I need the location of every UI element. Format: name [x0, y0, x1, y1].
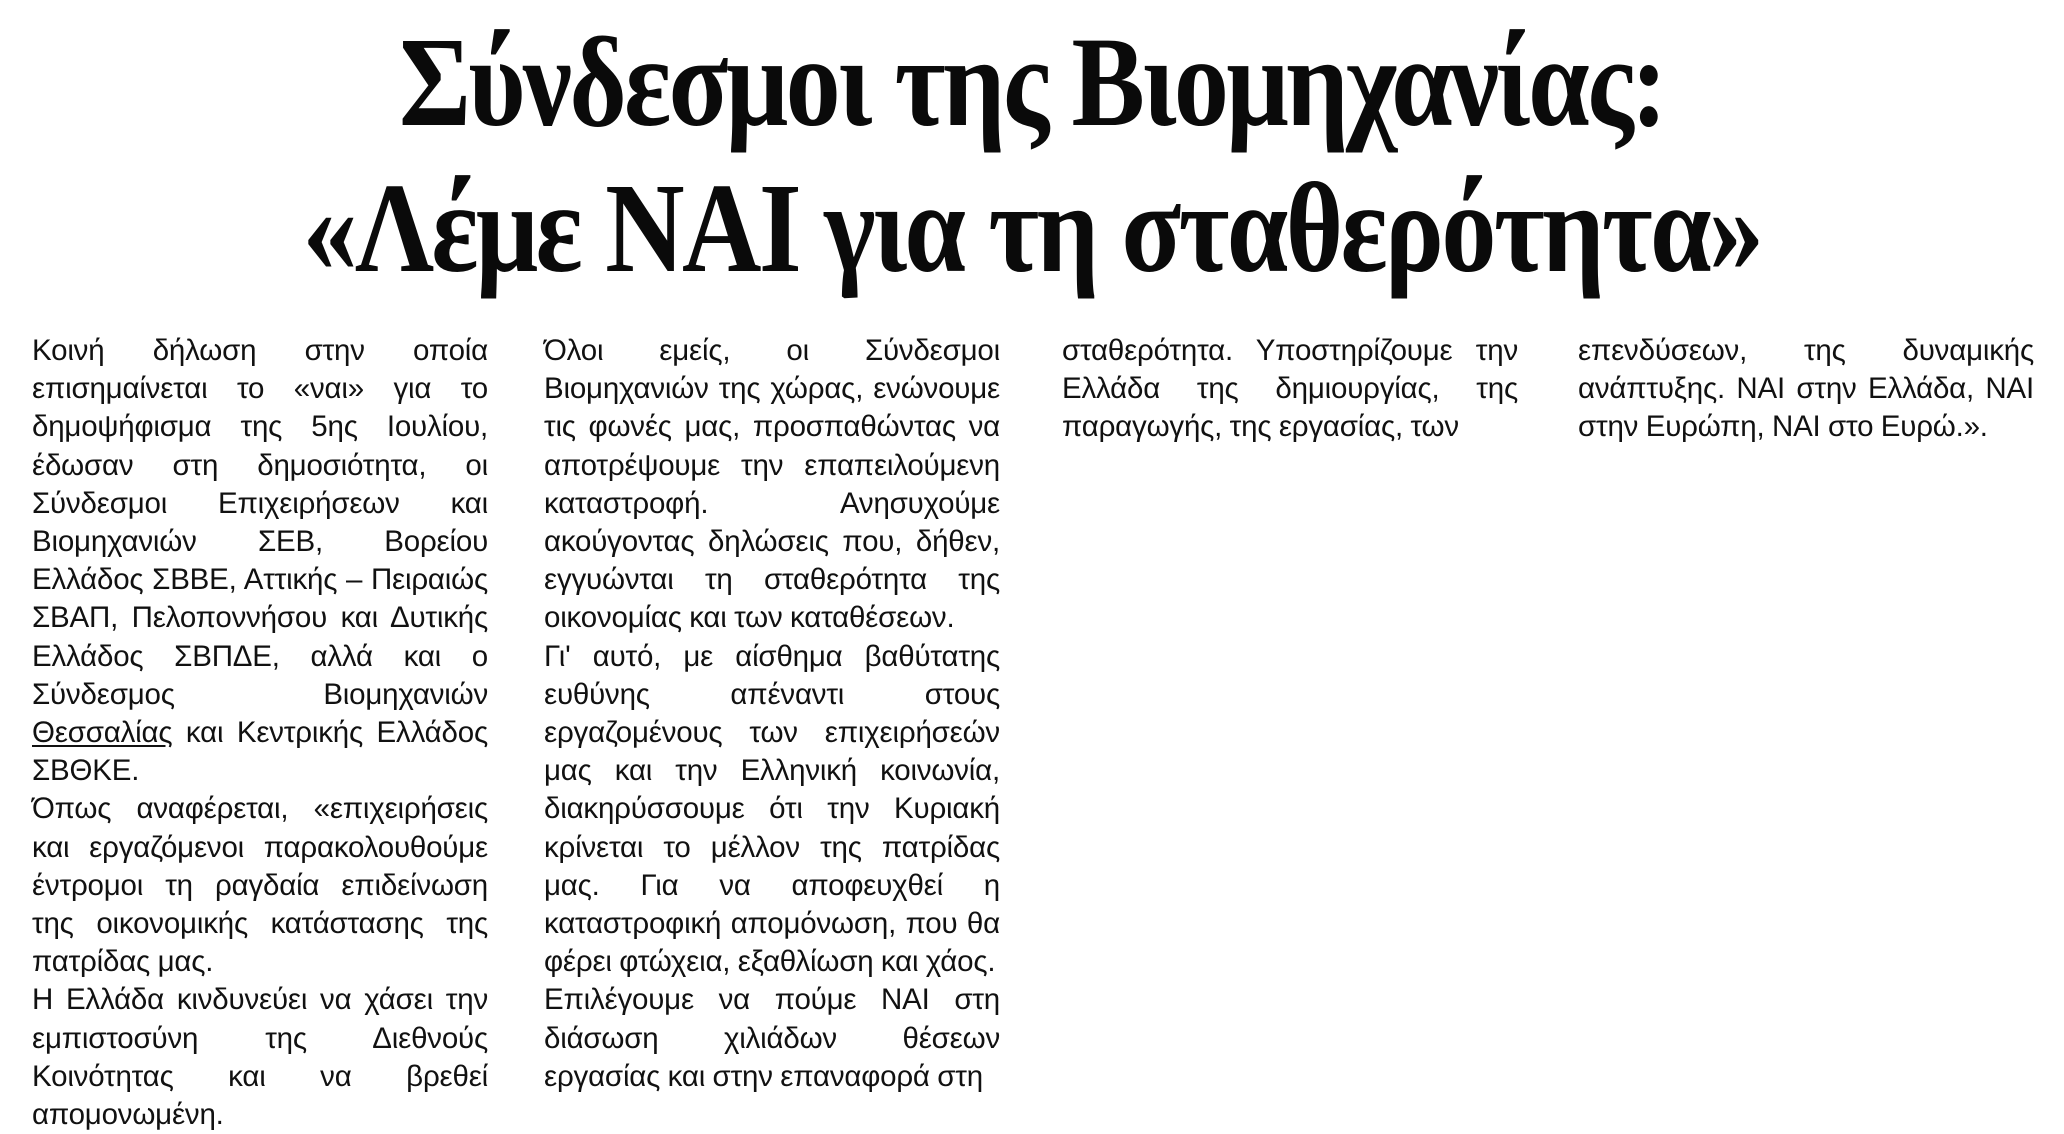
article-column-2: [544, 332, 1000, 1096]
article-column-4: [1578, 332, 2034, 447]
paragraph: σταθερότητα. Υποστηρίζουμε την Ελλάδα της δημιουργίας, της παραγωγής, της εργασίας, των: [1062, 334, 1518, 444]
paragraph: Όλοι εμείς, οι Σύνδεσμοι Βιομηχανιών της χώρας, ενώνουμε τις φωνές μας, προσπαθώντας να αποτρέψουμε την επαπειλούμενη καταστροφή. Ανησυχούμε ακούγοντας δηλώσεις που, δήθεν, εγγυώνται τη σταθερότητα της οικονομίας και των καταθέσεων.: [544, 334, 1000, 635]
article-column-3: [1062, 332, 1518, 447]
article-column-1: [32, 332, 488, 1134]
paragraph: Επιλέγουμε να πούμε ΝΑΙ στη διάσωση χιλιάδων θέσεων εργασίας και στην επαναφορά στη: [544, 983, 1000, 1093]
paragraph: επενδύσεων, της δυναμικής ανάπτυξης. ΝΑΙ στην Ελλάδα, ΝΑΙ στην Ευρώπη, ΝΑΙ στο Ευρώ.».: [1578, 334, 2034, 444]
paragraph: Όπως αναφέρεται, «επιχειρήσεις και εργαζόμενοι παρακολουθούμε έντρομοι τη ραγδαία επιδείνωση της οικονομικής κατάστασης της πατρίδας μας.: [32, 792, 488, 979]
paragraph-text: Κοινή δήλωση στην οποία επισημαίνεται το «ναι» για το δημοψήφισμα της 5ης Ιουλίου, έδωσαν στη δημοσιότητα, οι Σύνδεσμοι Επιχειρήσεων και Βιομηχανιών ΣΕΒ, Βορείου Ελλάδος ΣΒΒΕ, Αττικής – Πειραιώς ΣΒΑΠ, Πελοποννήσου και Δυτικής Ελλάδος ΣΒΠΔΕ, αλλά και ο Σύνδεσμος Βιομηχανιών: [32, 334, 488, 711]
paragraph-text: και Κεντρικής Ελλάδος ΣΒΘΚΕ.: [32, 716, 488, 788]
headline: [0, 0, 2064, 298]
paragraph: [32, 332, 488, 790]
paragraph: Γι' αυτό, με αίσθημα βαθύτατης ευθύνης απέναντι στους εργαζομένους των επιχειρήσεών μας και την Ελληνική κοινωνία, διακηρύσσουμε ότι την Κυριακή κρίνεται το μέλλον της πατρίδας μας. Για να αποφευχθεί η καταστροφική απομόνωση, που θα φέρει φτώχεια, εξαθλίωση και χάος.: [544, 639, 1000, 979]
headline-line-2: «Λέμε ΝΑΙ για τη σταθερότητα»: [302, 157, 1762, 299]
thessalia-link[interactable]: Θεσσαλίας: [32, 716, 173, 750]
paragraph: Η Ελλάδα κινδυνεύει να χάσει την εμπιστοσύνη της Διεθνούς Κοινότητας και να βρεθεί απομονωμένη.: [32, 983, 488, 1132]
headline-line-1: Σύνδεσμοι της Βιομηχανίας:: [398, 11, 1666, 153]
